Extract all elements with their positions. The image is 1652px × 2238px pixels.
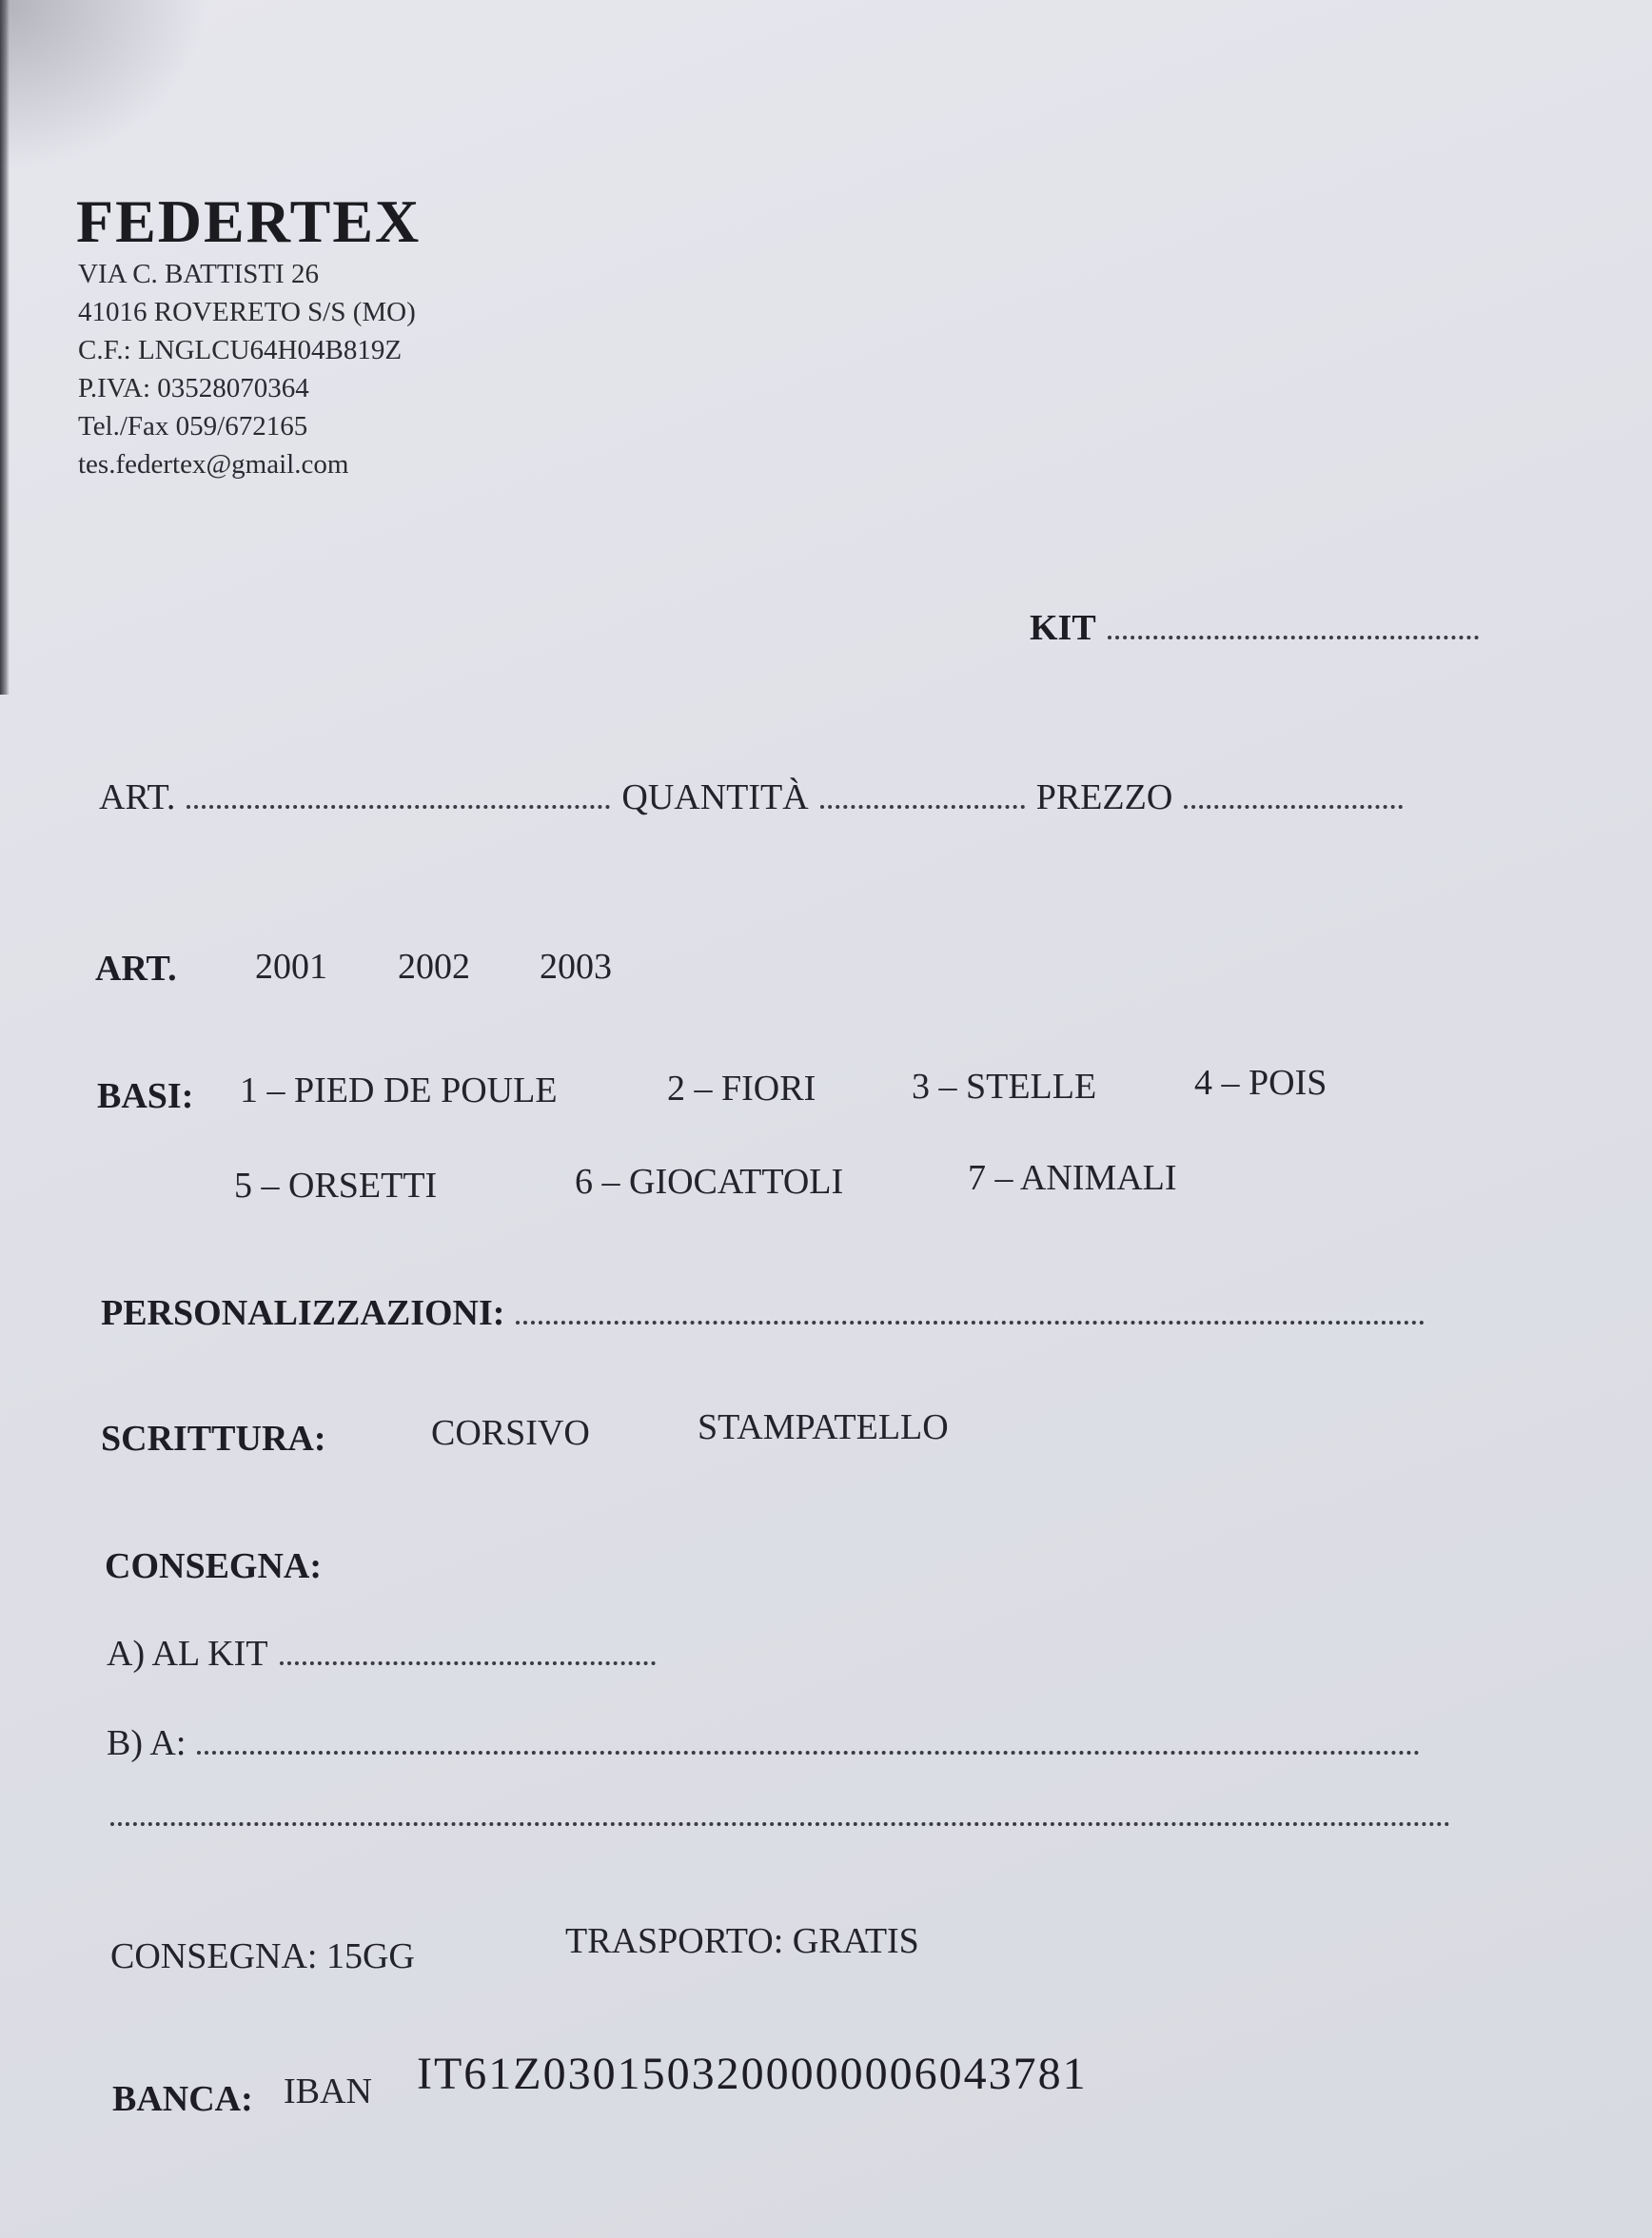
consegna-b-label: B) A: <box>107 1723 187 1763</box>
personalizzazioni-label: PERSONALIZZAZIONI: <box>101 1293 505 1333</box>
art-field[interactable] <box>187 797 610 809</box>
base-option-giocattoli[interactable]: 6 – GIOCATTOLI <box>575 1162 844 1202</box>
iban-value: IT61Z0301503200000006043781 <box>417 2049 1088 2099</box>
art-option-2003[interactable]: 2003 <box>540 947 612 987</box>
tax-code-line: C.F.: LNGLCU64H04B819Z <box>78 335 403 365</box>
consegna-b-field[interactable] <box>197 1743 1420 1755</box>
kit-label: KIT <box>1030 608 1096 648</box>
base-option-stelle[interactable]: 3 – STELLE <box>912 1067 1097 1107</box>
phone-line: Tel./Fax 059/672165 <box>78 411 308 442</box>
art-option-2001[interactable]: 2001 <box>255 947 327 987</box>
kit-field[interactable] <box>1108 628 1479 639</box>
personalizzazioni-row <box>101 1292 1425 1334</box>
prezzo-label: PREZZO <box>1035 777 1173 817</box>
iban-label: IBAN <box>284 2071 372 2111</box>
consegna-time: CONSEGNA: 15GG <box>110 1936 415 1976</box>
art-options-label: ART. <box>95 949 177 989</box>
consegna-b-second-row <box>110 1814 1450 1831</box>
consegna-label: CONSEGNA: <box>105 1546 323 1586</box>
base-option-fiori[interactable]: 2 – FIORI <box>667 1069 816 1109</box>
address-line: 41016 ROVERETO S/S (MO) <box>78 297 416 327</box>
corner-shadow <box>0 0 209 171</box>
quantita-field[interactable] <box>820 797 1025 809</box>
base-option-pois[interactable]: 4 – POIS <box>1194 1063 1328 1103</box>
prezzo-field[interactable] <box>1184 797 1403 809</box>
scrittura-option-stampatello[interactable]: STAMPATELLO <box>698 1407 949 1447</box>
base-option-orsetti[interactable]: 5 – ORSETTI <box>234 1166 438 1206</box>
consegna-b-field-line2[interactable] <box>110 1815 1450 1826</box>
company-name: FEDERTEX <box>76 187 422 255</box>
personalizzazioni-field[interactable] <box>516 1313 1425 1325</box>
consegna-b-row <box>107 1722 1420 1764</box>
art-label: ART. <box>99 777 176 817</box>
consegna-a-label: A) AL KIT <box>107 1634 268 1674</box>
base-option-pied-de-poule[interactable]: 1 – PIED DE POULE <box>240 1070 558 1110</box>
quantita-label: QUANTITÀ <box>621 777 809 817</box>
address-line: VIA C. BATTISTI 26 <box>78 259 319 289</box>
email-line: tes.federtex@gmail.com <box>78 449 349 480</box>
scrittura-label: SCRITTURA: <box>101 1419 326 1459</box>
banca-label: BANCA: <box>112 2079 253 2119</box>
art-row <box>99 776 1403 818</box>
consegna-a-field[interactable] <box>280 1654 656 1665</box>
vat-line: P.IVA: 03528070364 <box>78 373 309 403</box>
basi-label: BASI: <box>97 1076 194 1116</box>
trasporto-info: TRASPORTO: GRATIS <box>565 1921 919 1961</box>
kit-row <box>1030 607 1479 649</box>
consegna-a-row <box>107 1633 656 1675</box>
scrittura-option-corsivo[interactable]: CORSIVO <box>431 1413 590 1453</box>
art-option-2002[interactable]: 2002 <box>398 947 470 987</box>
base-option-animali[interactable]: 7 – ANIMALI <box>968 1158 1177 1198</box>
